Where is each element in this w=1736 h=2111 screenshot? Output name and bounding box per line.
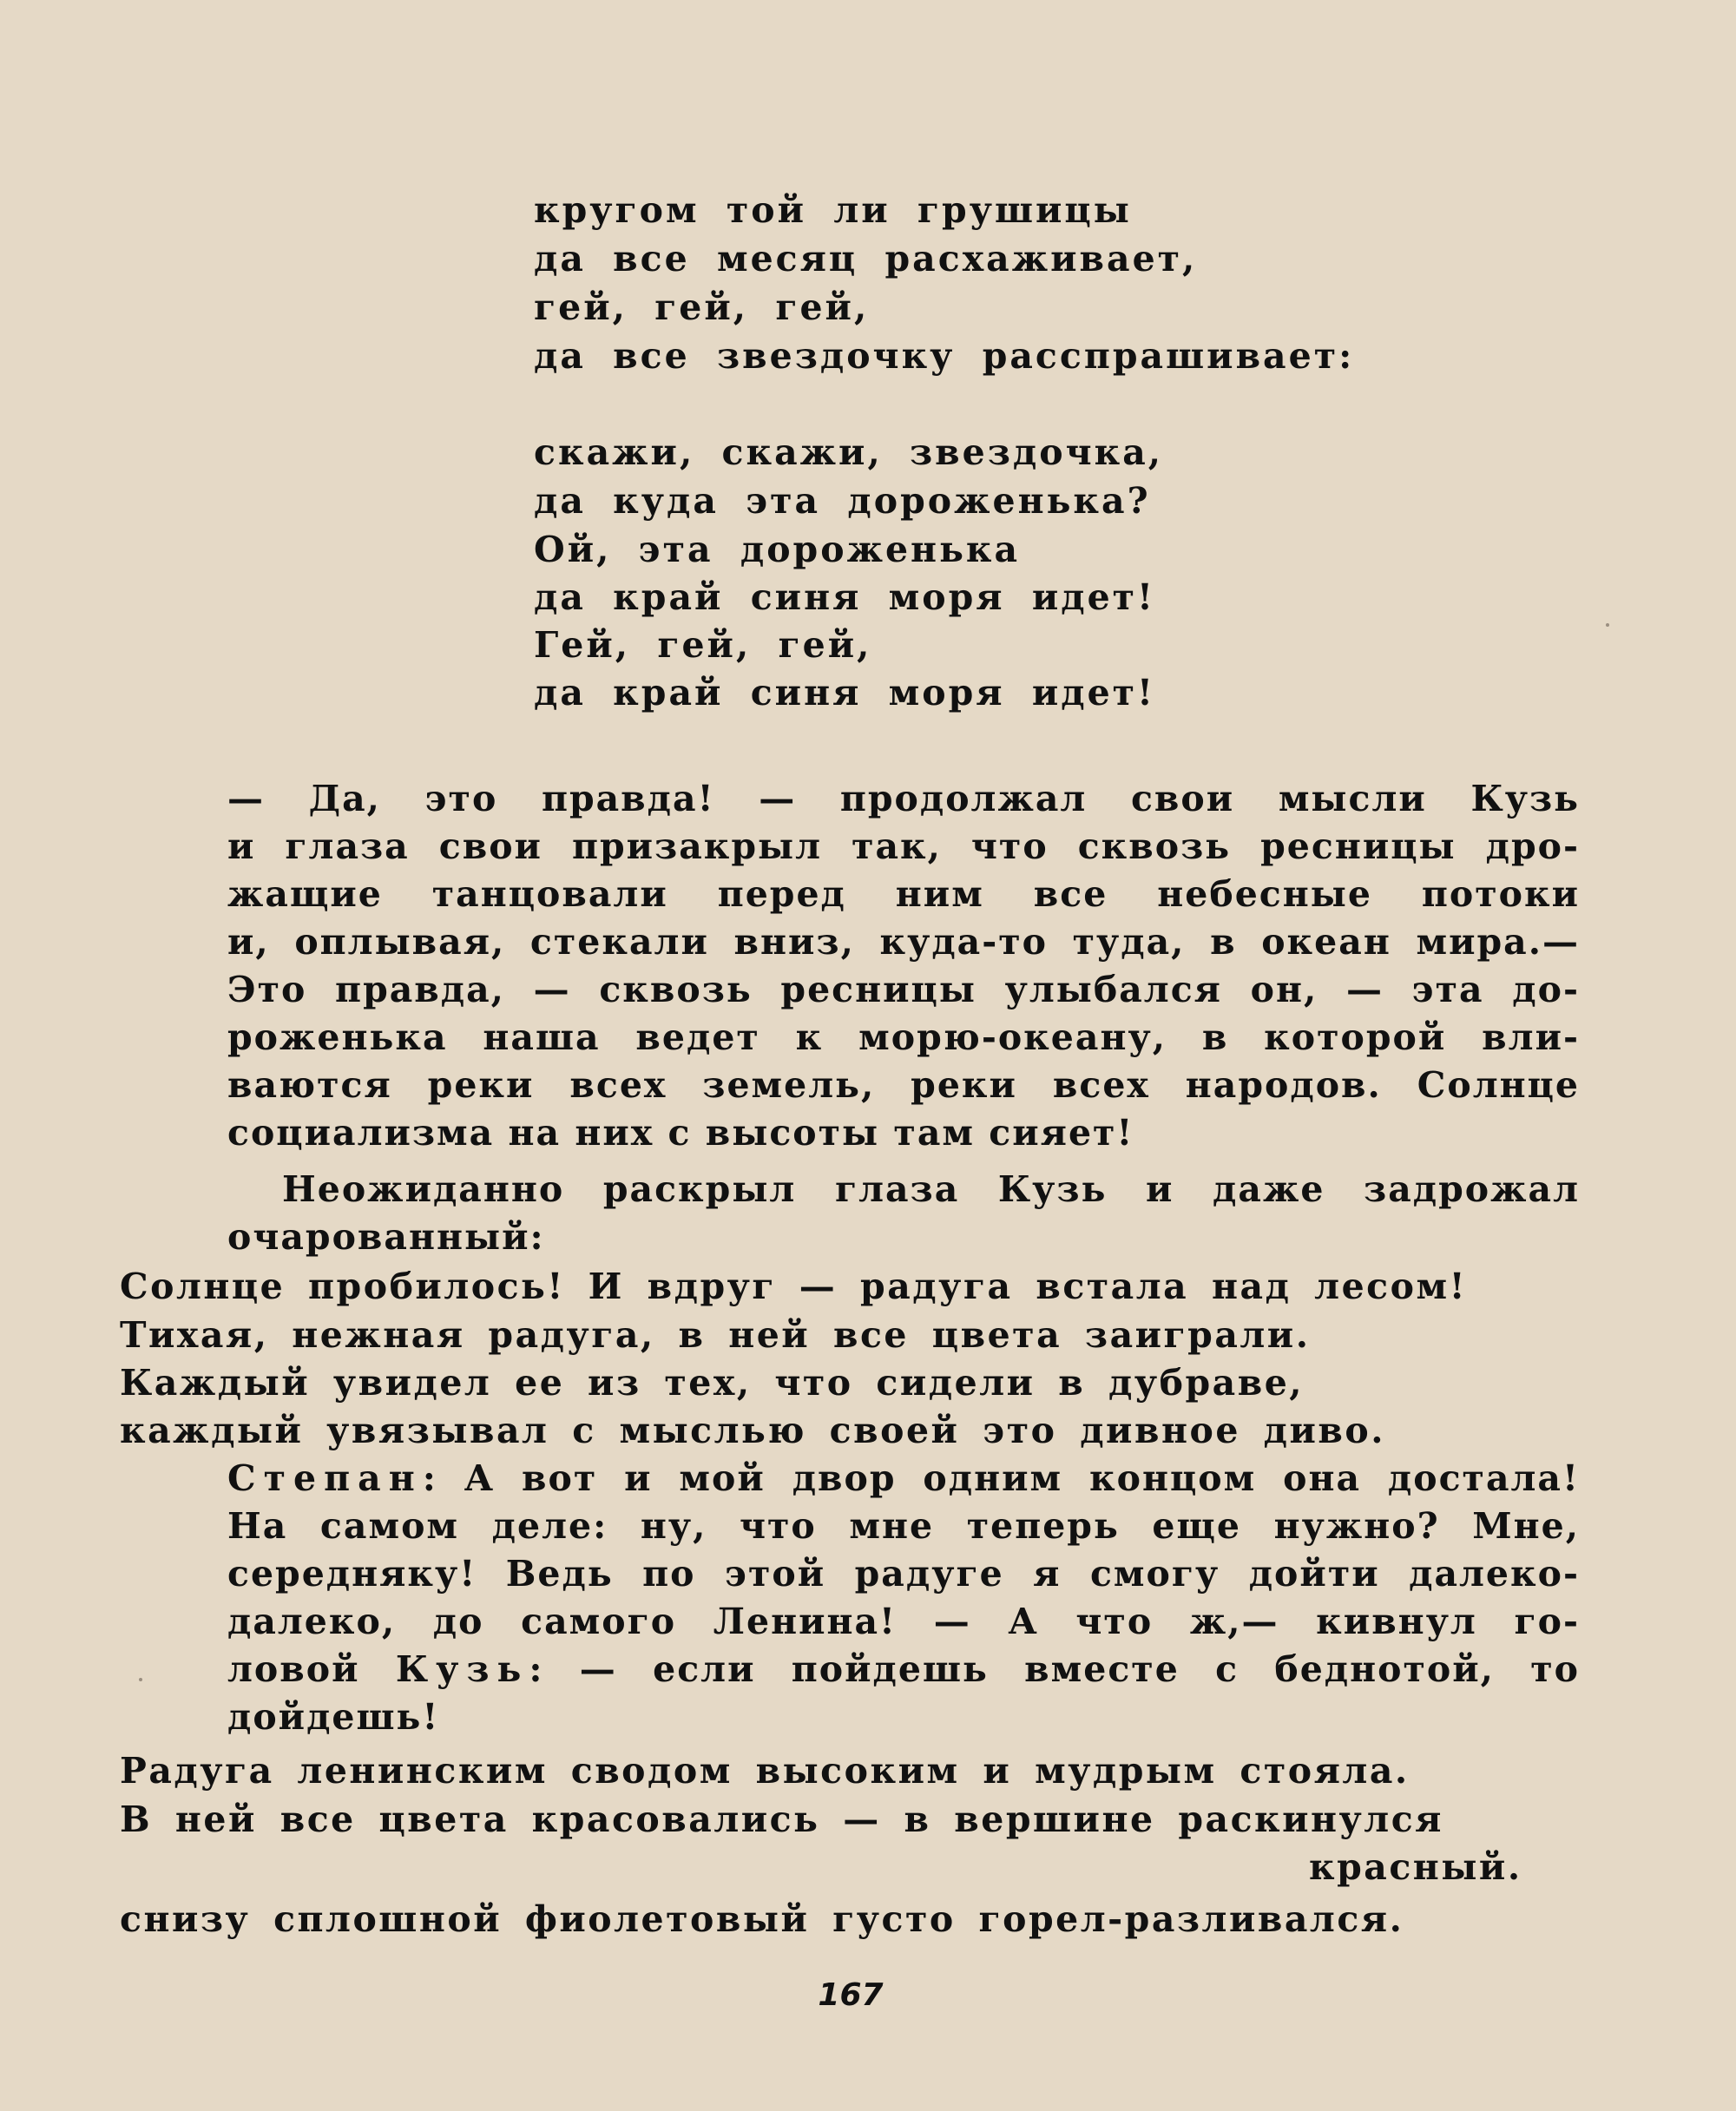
poem-line: Солнце пробилось! И вдруг — радуга встала над лесом!: [120, 1266, 1468, 1307]
page-number: 167: [818, 1977, 884, 2013]
prose-line: очарованный:: [227, 1216, 545, 1258]
poem-line: каждый увязывал с мыслью своей это дивное диво.: [120, 1410, 1386, 1451]
verse-line: да куда эта дороженька?: [534, 480, 1151, 522]
prose-line: дойдешь!: [227, 1696, 440, 1738]
scan-speck: [139, 1678, 142, 1681]
dialogue-text: ловой: [227, 1648, 396, 1690]
verse-line: Гей, гей, гей,: [534, 624, 872, 666]
prose-line: Неожиданно раскрыл глаза Кузь и даже задрожал: [282, 1168, 1580, 1210]
dialogue-line: [227, 1646, 1580, 1693]
prose-line: далеко, до самого Ленина! — А что ж,— кивнул го-: [227, 1601, 1580, 1642]
prose-line: жащие танцовали перед ним все небесные потоки: [227, 873, 1580, 915]
prose-line: ваются реки всех земель, реки всех народов. Солнце: [227, 1064, 1580, 1106]
poem-line: В ней все цвета красовались — в вершине раскинулся: [120, 1799, 1443, 1840]
prose-line: Это правда, — сквозь ресницы улыбался он, — эта до-: [227, 969, 1580, 1010]
dialogue-text: : А вот и мой двор одним концом она достала!: [422, 1457, 1580, 1499]
poem-line: Тихая, нежная радуга, в ней все цвета заиграли.: [120, 1314, 1311, 1356]
verse-line: да край синя моря идет!: [534, 672, 1156, 714]
prose-line: социализма на них с высоты там сияет!: [227, 1112, 1134, 1154]
verse-line: скажи, скажи, звездочка,: [534, 431, 1164, 473]
speaker-name: Кузь: [395, 1648, 529, 1690]
prose-line: роженька наша ведет к морю-океану, в которой вли-: [227, 1016, 1580, 1058]
prose-line: — Да, это правда! — продолжал свои мысли Кузь: [227, 778, 1580, 819]
speaker-name: Степан: [227, 1457, 423, 1499]
verse-line: кругом той ли грушицы: [534, 189, 1132, 231]
poem-line: Каждый увидел ее из тех, что сидели в дубраве,: [120, 1362, 1305, 1404]
dialogue-text: : — если пойдешь вместе с беднотой, то: [529, 1648, 1580, 1690]
poem-line: снизу сплошной фиолетовый густо горел-разливался.: [120, 1898, 1404, 1940]
verse-line: да все месяц расхаживает,: [534, 238, 1198, 279]
prose-line: середняку! Ведь по этой радуге я смогу дойти далеко-: [227, 1553, 1580, 1595]
prose-line: На самом деле: ну, что мне теперь еще нужно? Мне,: [227, 1505, 1580, 1547]
dialogue-line: [227, 1455, 1580, 1503]
poem-line: Радуга ленинским сводом высоким и мудрым стояла.: [120, 1750, 1410, 1792]
verse-line: гей, гей, гей,: [534, 286, 870, 328]
verse-line: да край синя моря идет!: [534, 576, 1156, 618]
prose-line: и, оплывая, стекали вниз, куда-то туда, в океан мира.—: [227, 921, 1580, 963]
prose-line: и глаза свои призакрыл так, что сквозь ресницы дро-: [227, 825, 1580, 867]
verse-line: Ой, эта дороженька: [534, 529, 1021, 570]
poem-line-continuation: красный.: [1309, 1846, 1522, 1888]
verse-line: да все звездочку расспрашивает:: [534, 335, 1355, 377]
scan-speck: [1606, 623, 1609, 627]
